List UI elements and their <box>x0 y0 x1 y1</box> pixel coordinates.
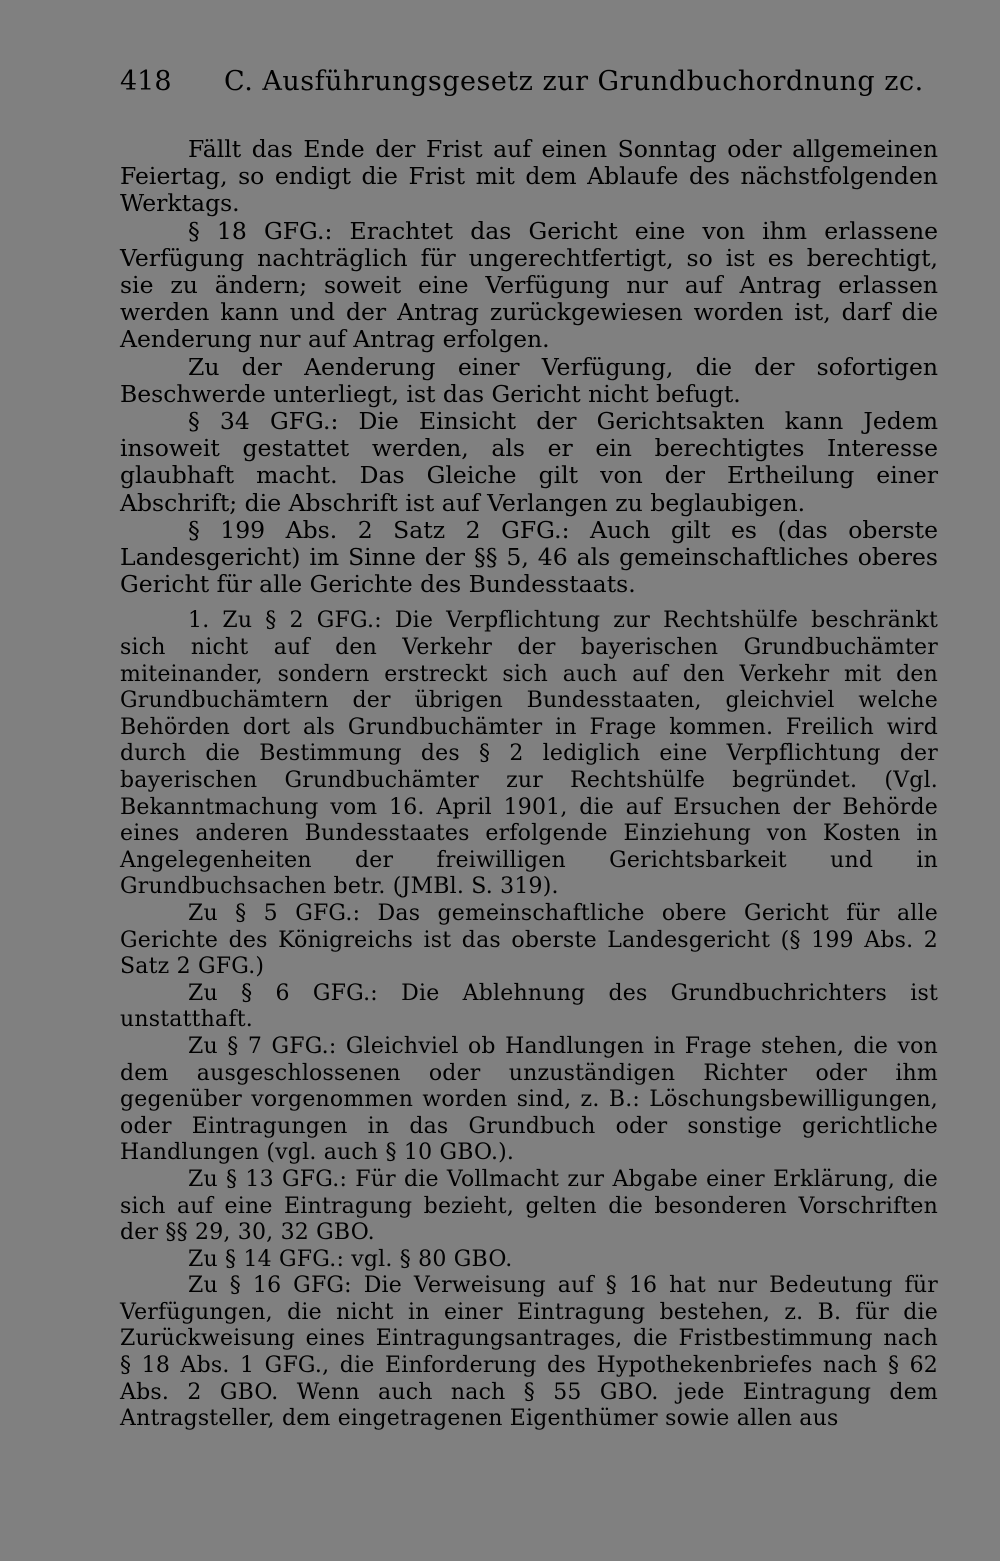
note-paragraph: Zu § 16 GFG: Die Verweisung auf § 16 hat nur Bedeutung für Verfügungen, die nicht in einer Eintragung bestehen, z. B. für die Zurückweisung eines Eintragungsantrages, die Fristbestimmung nach § 18 Abs. 1 GFG., die Einforderung des Hypothekenbriefes nach § 62 Abs. 2 GBO. Wenn auch nach § 55 GBO. jede Eintragung dem Antragsteller, dem eingetragenen Eigenthümer sowie allen aus <box>120 1273 938 1432</box>
note-paragraph: Zu § 13 GFG.: Für die Vollmacht zur Abgabe einer Erklärung, die sich auf eine Eintragung bezieht, gelten die besonderen Vorschriften der §§ 29, 30, 32 GBO. <box>120 1166 938 1246</box>
statute-paragraph: § 18 GFG.: Erachtet das Gericht eine von ihm erlassene Verfügung nachträglich für ungerechtfertigt, so ist es berechtigt, sie zu ändern; soweit eine Verfügung nur auf Antrag erlassen werden kann und der Antrag zurückgewiesen worden ist, darf die Aenderung nur auf Antrag erfolgen. <box>120 216 938 354</box>
note-paragraph: Zu § 7 GFG.: Gleichviel ob Handlungen in Frage stehen, die von dem ausgeschlossenen oder unzuständigen Richter oder ihm gegenüber vorgenommen worden sind, z. B.: Löschungsbewilligungen, oder Eintragungen in das Grundbuch oder sonstige gerichtliche Handlungen (vgl. auch § 10 GBO.). <box>120 1033 938 1166</box>
commentary-notes <box>120 608 938 1432</box>
note-paragraph: Zu § 5 GFG.: Das gemeinschaftliche obere Gericht für alle Gerichte des Königreichs ist das oberste Landesgericht (§ 199 Abs. 2 Satz 2 GFG.) <box>120 900 938 980</box>
page-header <box>120 62 938 102</box>
statute-paragraph: § 199 Abs. 2 Satz 2 GFG.: Auch gilt es (das oberste Landesgericht) im Sinne der §§ 5, 46 als gemeinschaftliches oberes Gericht für alle Gerichte des Bundesstaats. <box>120 515 938 599</box>
note-paragraph: 1. Zu § 2 GFG.: Die Verpflichtung zur Rechtshülfe beschränkt sich nicht auf den Verkehr der bayerischen Grundbuchämter miteinander, sondern erstreckt sich auch auf den Verkehr mit den Grundbuchämtern der übrigen Bundesstaaten, gleichviel welche Behörden dort als Grundbuchämter in Frage kommen. Freilich wird durch die Bestimmung des § 2 lediglich eine Verpflichtung der bayerischen Grundbuchämter zur Rechtshülfe begründet. (Vgl. Bekanntmachung vom 16. April 1901, die auf Ersuchen der Behörde eines anderen Bundesstaates erfolgende Einziehung von Kosten in Angelegenheiten der freiwilligen Gerichtsbarkeit und in Grundbuchsachen betr. (JMBl. S. 319). <box>120 608 938 900</box>
statute-paragraph: Fällt das Ende der Frist auf einen Sonntag oder allgemeinen Feiertag, so endigt die Frist mit dem Ablaufe des nächstfolgenden Werktags. <box>120 135 938 218</box>
note-paragraph: Zu § 6 GFG.: Die Ablehnung des Grundbuchrichters ist unstatthaft. <box>120 980 938 1033</box>
statute-text <box>120 136 938 598</box>
running-title: C. Ausführungsgesetz zur Grundbuchordnung zc. <box>224 66 924 97</box>
statute-paragraph: Zu der Aenderung einer Verfügung, die der sofortigen Beschwerde unterliegt, ist das Gericht nicht befugt. <box>120 352 938 408</box>
note-paragraph: Zu § 14 GFG.: vgl. § 80 GBO. <box>188 1246 513 1272</box>
statute-paragraph: § 34 GFG.: Die Einsicht der Gerichtsakten kann Jedem insoweit gestattet werden, als er ein berechtigtes Interesse glaubhaft macht. Das Gleiche gilt von der Ertheilung einer Abschrift; die Abschrift ist auf Verlangen zu beglaubigen. <box>120 407 938 517</box>
page-number: 418 <box>120 66 172 97</box>
